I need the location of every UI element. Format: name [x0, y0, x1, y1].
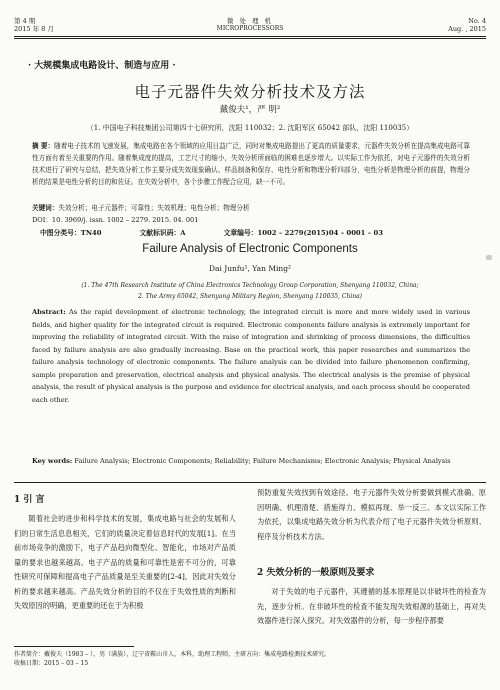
abstract-en-text: As the rapid development of electronic technology, the integrated circuit is more and more widely used in various fields, and higher quality for the integrated circuit is required. Electronic components failure analysis is extremely important for improving the reliability of integrated circuit. With the raise of integration and shrinking of process dimensions, the difficulties faced by failure analysis are also gradually increasing. Base on the practical work, this paper researches and summarizes the failure analysis technology of electronic components. The failure analysis can be divided into failure phenomenon confirming, sample preparation and preservation, electrical analysis and physical analysis. The electrical analysis is the premise of physical analysis, the result of physical analysis is the purpose and evidence for electrical analysis, and each process should be cooperated each other.	[32, 308, 470, 404]
abstract-cn	[32, 140, 470, 188]
affiliation-en-line1: (1. The 47th Research Institute of China Electronics Technology Group Corporation, Shenyang 110032, China;	[81, 282, 419, 289]
header-journal	[0, 17, 500, 33]
issue-date-en: Aug. , 2015	[448, 25, 486, 33]
keywords-cn	[32, 202, 470, 214]
journal-name-en: MICROPROCESSORS	[216, 25, 284, 32]
section-1-heading: 1 引 言	[14, 495, 45, 505]
affiliation-cn: （1. 中国电子科技集团公司第四十七研究所，沈阳 110032；2. 沈阳军区 65042 部队，沈阳 110035）	[86, 124, 414, 132]
keywords-en-text: Failure Analysis; Electronic Components; Reliability; Failure Mechanisms; Electronic Analysis; Physical Analysis	[74, 457, 451, 465]
scan-mark	[486, 255, 492, 260]
author-bio: 作者简介：戴俊夫（1983 – ），男（满族），辽宁省鞍山市人，本科，助理工程师，主研方向：集成电路检测技术研究。	[14, 651, 331, 658]
issue-date-cn: 2015 年 8 月	[14, 25, 54, 33]
title-en: Failure Analysis of Electronic Components	[142, 243, 358, 255]
body-rule	[14, 482, 486, 483]
column-2-text: 预防重复失效找到有效途径。电子元器件失效分析要做到模式准确、原因明确、机理清楚、措施得力、模拟再现、举一反三。本文以实际工作为依托，以集成电路失效分析为代表介绍了电子元器件失效分析原则、程序及分析技术方法。	[257, 488, 486, 541]
section-2-heading: 2 失效分析的一般原则及要求	[257, 568, 375, 578]
abstract-en-label: Abstract:	[32, 308, 66, 316]
abstract-cn-label: 摘 要：	[32, 142, 55, 150]
issue-number-en: No. 4	[468, 17, 486, 25]
section-tag: · 大规模集成电路设计、制造与应用 ·	[28, 61, 176, 71]
footnote-rule	[14, 646, 134, 647]
section-1-text: 随着社会的进步和科学技术的发展，集成电路与社会的发展和人们的日常生活息息相关，它们的质量决定着信息时代的发展[1]。在当前市场竞争的激励下，电子产品趋向微型化、智能化，市场对产品质量的要求也越来越高。电子产品的质量和可靠性是密不可分的，可靠性研究可保障和提高电子产品质量是至关重要的[2-4]，因此对失效分析的要求越来越高。产品失效分析的目的不仅在于失效性质的判断和失效原因的明确，更重要的还在于为积极	[14, 514, 236, 610]
keywords-cn-label: 关键词：	[32, 204, 59, 212]
article-number: 文章编号：1002 – 2279(2015)04 – 0001 – 03	[223, 229, 383, 237]
section-2-text: 对于失效的电子元器件，其遵循的基本原理是以非破坏性的检查为先，逐步分析。在非破坏性的检查不能发现失效根源的基础上，再对失效器件进行深入探究。对失效器件的分析，每一步程序都要	[257, 587, 486, 625]
journal-name-cn: 微 处 理 机	[226, 17, 274, 25]
authors-en: Dai Junfu¹, Yan Ming²	[208, 264, 292, 273]
keywords-cn-text: 失效分析；电子元器件；可靠性；失效机理；电性分析；物理分析	[58, 204, 250, 212]
header-rule	[14, 36, 486, 37]
received-date: 收稿日期：2015 – 03 – 15	[14, 660, 89, 667]
affiliation-en-line2: 2. The Army 65042, Shenyang Military Region, Shenyang 110035, China)	[137, 293, 363, 300]
class-number: 中图分类号：TN40	[40, 229, 102, 237]
classification-row	[40, 227, 460, 237]
authors-cn: 戴俊夫¹，严 明²	[219, 105, 281, 115]
footnote	[14, 650, 330, 668]
document-code: 文献标识码：A	[139, 229, 186, 237]
page-title: 电子元器件失效分析技术及方法	[134, 83, 366, 101]
keywords-en	[32, 455, 470, 468]
abstract-en	[32, 306, 470, 406]
affiliation-en	[0, 280, 500, 302]
header-rule-thin	[14, 38, 486, 39]
keywords-en-label: Key words:	[32, 457, 73, 465]
abstract-cn-text: 随着电子技术的飞速发展，集成电路在各个领域的应用日益广泛，同时对集成电路提出了更高的质量要求，元器件失效分析在提高集成电路可靠性方面有着至关重要的作用。随着集成度的提高，工艺尺寸的缩小，失效分析所面临的困难也逐步增大。以实际工作为依托，对电子元器件的失效分析技术进行了研究与总结，把失效分析工作主要分成失效现象确认、样品制备和保存、电性分析和物理分析四部分，电性分析是物理分析的前提，物理分析的结果是电性分析的目的和佐证。在失效分析中，各个步骤工作配合应用，缺一不可。	[32, 142, 470, 186]
doi: DOI：10. 3969/j. issn. 1002 – 2279. 2015. 04. 001	[32, 216, 199, 224]
header-issue-en	[448, 17, 486, 33]
issue-number: 第 4 期	[14, 17, 36, 25]
